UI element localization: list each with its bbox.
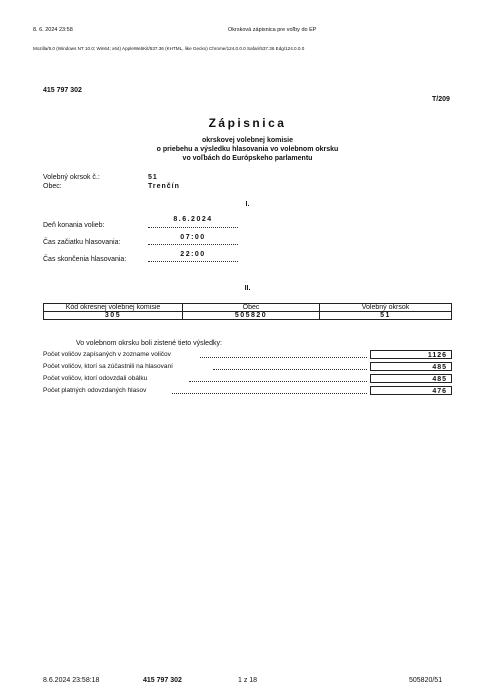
section-2-heading: II. [244,285,251,292]
section-1-heading: I. [245,201,250,208]
header-okres-code: Kód okresnej volebnej komisie [44,304,183,312]
result-value: 1126 [370,350,452,359]
day-value: 8.6.2024 [173,216,213,223]
result-label: Počet platných odovzdaných hlasov [43,387,147,394]
obec-label: Obec: [43,183,62,190]
result-value: 485 [370,362,452,371]
results-intro: Vo volebnom okrsku boli zistené tieto výsledky: [76,340,222,347]
result-value: 485 [370,374,452,383]
result-dotted-line [200,357,367,358]
okrsok-value: 51 [148,174,158,181]
day-label: Deň konania volieb: [43,222,105,229]
end-dotted-line [148,261,238,262]
header-okrsok: Volebný okrsok [320,304,452,312]
subtitle-line-2: o priebehu a výsledku hlasovania vo volebnom okrsku [156,146,339,153]
result-dotted-line [189,381,367,382]
day-dotted-line [148,227,238,228]
document-title: Zápisnica [208,116,287,130]
result-row [43,362,453,372]
subtitle-line-1: okrskovej volebnej komisie [201,137,294,144]
result-dotted-line [213,369,367,370]
end-label: Čas skončenia hlasovania: [43,256,127,263]
result-row [43,374,453,384]
print-doc-title: Okrsková zápisnica pre voľby do EP [228,27,317,33]
result-row [43,386,453,396]
print-datetime: 8. 6. 2024 23:58 [33,27,73,33]
footer-reference: 505820/51 [409,677,443,684]
obec-value: Trenčín [148,183,180,190]
okrsok-label: Volebný okrsok č.: [43,174,100,181]
result-label: Počet voličov, ktorí odovzdali obálku [43,375,148,382]
header-obec: Obec [183,304,320,312]
result-label: Počet voličov zapísaných v zozname voličov [43,351,171,358]
table-header-row [44,304,452,312]
table-value-row [44,312,452,320]
result-dotted-line [172,393,367,394]
value-okrsok: 51 [320,312,452,320]
result-value: 476 [370,386,452,395]
result-label: Počet voličov, ktorí sa zúčastnili na hlasovaní [43,363,173,370]
user-agent-line: Mozilla/5.0 (Windows NT 10.0; Win64; x64) AppleWebKit/537.36 (KHTML, like Gecko) Chrome/124.0.0.0 Safari/537.36 Edg/124.0.0.0 [33,46,305,51]
value-okres-code: 305 [44,312,183,320]
start-dotted-line [148,244,238,245]
codes-table [43,303,452,320]
footer-number: 415 797 302 [143,677,182,684]
start-value: 07:00 [180,234,206,241]
start-label: Čas začiatku hlasovania: [43,239,121,246]
end-value: 22:00 [180,251,206,258]
value-obec: 505820 [183,312,320,320]
footer-datetime: 8.6.2024 23:58:18 [43,677,100,684]
page-number: 1 z 18 [238,677,258,684]
document-number: 415 797 302 [43,87,82,94]
subtitle-line-3: vo voľbách do Európskeho parlamentu [182,155,313,162]
result-row [43,350,453,360]
form-code: T/209 [432,96,450,103]
